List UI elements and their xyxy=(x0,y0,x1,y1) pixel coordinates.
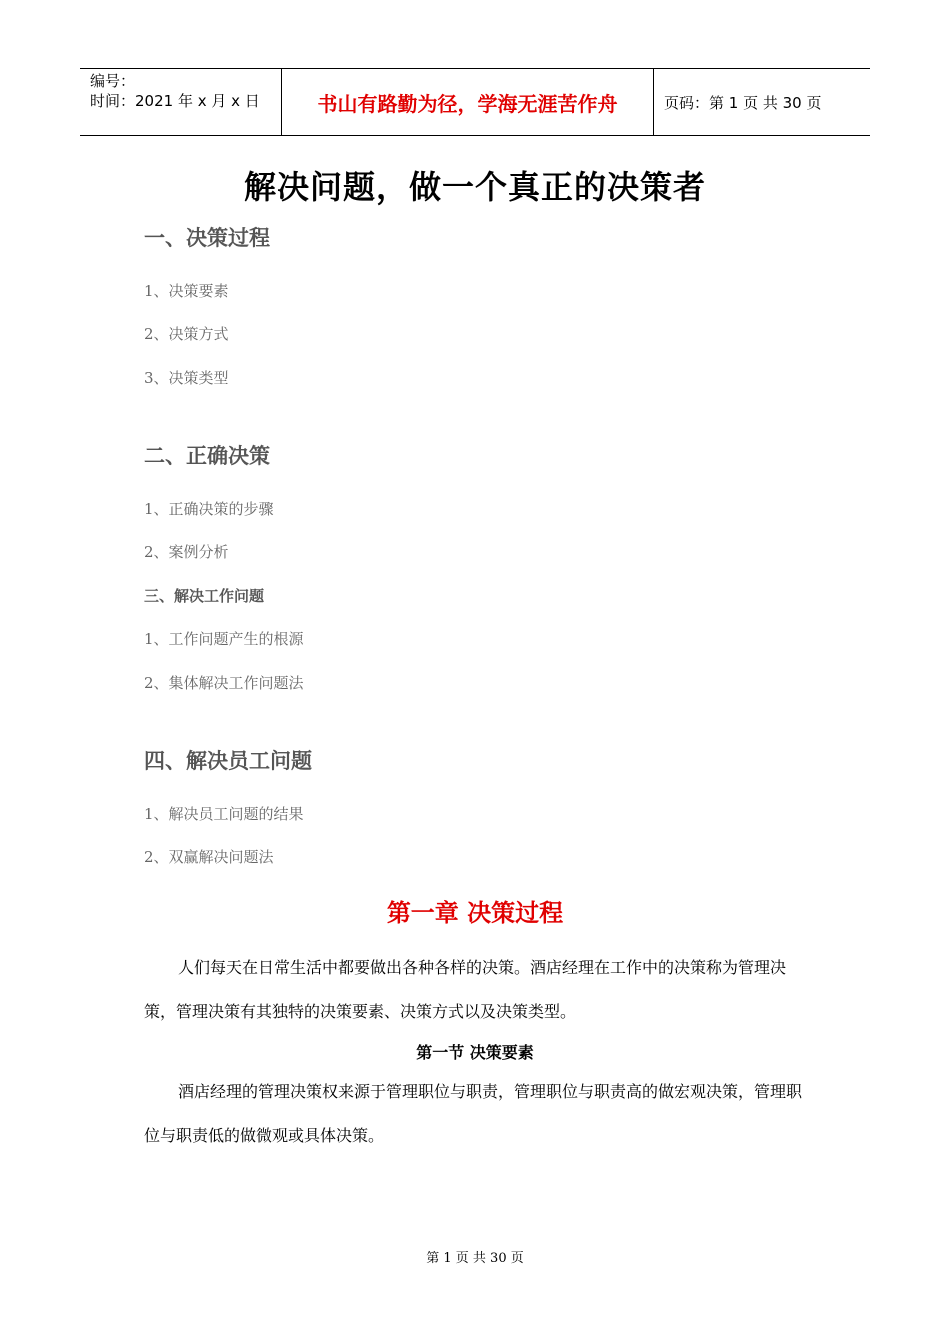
toc-item: 1、正确决策的步骤 xyxy=(144,500,274,518)
time-label: 时间：2021 年 x 月 x 日 xyxy=(90,92,260,110)
toc-item: 2、决策方式 xyxy=(144,325,229,343)
toc-item: 1、工作问题产生的根源 xyxy=(144,630,304,648)
toc-heading-1: 一、决策过程 xyxy=(144,226,270,250)
toc-heading-2: 二、正确决策 xyxy=(144,444,270,468)
header-page-info: 页码：第 1 页 共 30 页 xyxy=(664,93,822,112)
toc-item: 1、决策要素 xyxy=(144,282,229,300)
section-title: 第一节 决策要素 xyxy=(416,1043,534,1062)
document-header xyxy=(80,68,870,136)
number-label: 编号： xyxy=(90,72,136,90)
body-paragraph: 人们每天在日常生活中都要做出各种各样的决策。酒店经理在工作中的决策称为管理决策，管理决策有其独特的决策要素、决策方式以及决策类型。 xyxy=(144,958,787,1021)
toc-item: 3、决策类型 xyxy=(144,369,229,387)
header-motto: 书山有路勤为径，学海无涯苦作舟 xyxy=(282,69,654,135)
toc-item: 2、案例分析 xyxy=(144,543,229,561)
chapter-title: 第一章 决策过程 xyxy=(386,899,564,927)
toc-item: 1、解决员工问题的结果 xyxy=(144,805,304,823)
page-footer: 第 1 页 共 30 页 xyxy=(426,1251,524,1266)
document-title: 解决问题，做一个真正的决策者 xyxy=(243,168,706,206)
toc-heading-4: 四、解决员工问题 xyxy=(144,749,312,773)
toc-item: 2、双赢解决问题法 xyxy=(144,848,274,866)
toc-heading-3: 三、解决工作问题 xyxy=(144,587,265,605)
toc-item: 2、集体解决工作问题法 xyxy=(144,674,304,692)
body-paragraph: 酒店经理的管理决策权来源于管理职位与职责，管理职位与职责高的做宏观决策，管理职位与职责低的做微观或具体决策。 xyxy=(144,1082,803,1145)
header-meta xyxy=(80,69,282,135)
